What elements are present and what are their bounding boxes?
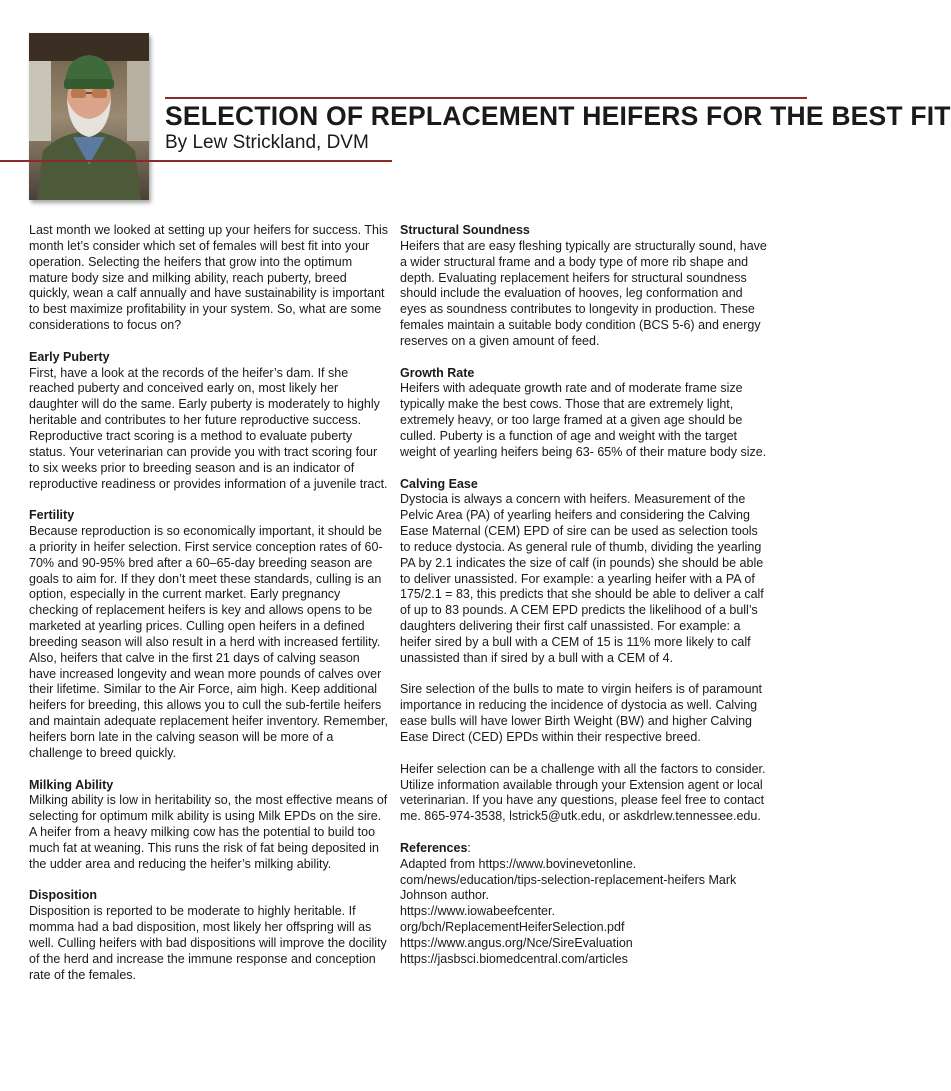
title-top-rule [165, 97, 807, 99]
section-heading: Calving Ease [400, 476, 478, 491]
section-body: Milking ability is low in heritability so, the most effective means of selecting for optimum milk ability is using Milk EPDs on the sire. A heifer from a heavy milking cow has the potential to build too much fat at weaning. This runs the risk of fat being deposited in the udder area and reducing the heifer’s milking ability. [29, 793, 388, 871]
section-body: First, have a look at the records of the heifer’s dam. If she reached puberty and conceived early on, most likely her daughter will do the same. Early puberty is moderately to highly heritable and contributes to her future reproductive success. Reproductive tract scoring is a method to evaluate puberty status. Your veterinarian can provide you with tract scoring four to six weeks prior to breeding season and is an indicator of reproductive readiness or provides information of a juvenile tract. [29, 365, 388, 491]
section-heading: Structural Soundness [400, 223, 530, 237]
reference-line: Adapted from https://www.bovinevetonline. [400, 856, 637, 871]
section-growth-rate [400, 366, 768, 461]
section-heading: Early Puberty [29, 349, 110, 364]
reference-line: https://jasbsci.biomedcentral.com/articles [400, 951, 628, 966]
intro-paragraph: Last month we looked at setting up your heifers for success. This month let’s consider which set of females will best fit into your operation. Selecting the heifers that grow into the optimum mature body size and milking ability, reach puberty, breed quickly, wean a calf annually and have sustainability is important to best maximize profitability in your system. So, what are some considerations to focus on? [29, 223, 388, 333]
section-heading: Fertility [29, 508, 75, 523]
section-body: Heifers that are easy fleshing typically are structurally sound, have a wider structural frame and a body type of more rib shape and depth. Evaluating replacement heifers for structural soundness should include the evaluation of hooves, leg conformation and eyes as soundness contributes to longevity in production. These females maintain a suitable body condition (BCS 5-6) and energy reserves on a given amount of feed. [400, 238, 767, 348]
section-calving-ease [400, 477, 768, 667]
section-early-puberty [29, 350, 389, 493]
section-fertility [29, 508, 389, 762]
closing-paragraph: Heifer selection can be a challenge with all the factors to consider. Utilize information available through your Extension agent or local veterinarian. If you have any questions, please feel free to contact me. 865-974-3538, lstrick5@utk.edu, or askdrlew.tennessee.edu. [400, 761, 766, 824]
section-body: Disposition is reported to be moderate to highly heritable. If momma had a bad disposition, most likely her offspring will as well. Culling heifers with bad dispositions will improve the docility of the herd and increase the immune response and conception rate of the females. [29, 904, 387, 982]
section-heading: Disposition [29, 888, 98, 903]
author-photo [29, 33, 149, 200]
section-heading: Growth Rate [400, 365, 475, 380]
section-disposition [29, 888, 389, 983]
reference-line: https://www.angus.org/Nce/SireEvaluation [400, 935, 633, 950]
sire-selection-paragraph: Sire selection of the bulls to mate to virgin heifers is of paramount importance in reducing the incidence of dystocia as well. Calving ease bulls will have lower Birth Weight (BW) and higher Calving Ease Direct (CED) EPDs within their respective breed. [400, 682, 762, 744]
right-column [400, 223, 768, 968]
section-body: Because reproduction is so economically important, it should be a priority in heifer selection. First service conception rates of 60-70% and 90-95% bred after a 60–65-day breeding season are goals to aim for. If they don’t meet these standards, culling is an option, especially in the current market. Early pregnancy checking of replacement heifers is key and allows opens to be marketed at yearling prices. Culling open heifers in a defined breeding season will also result in a herd with increased fertility. Also, heifers that calve in the first 21 days of calving season have increased longevity and wean more pounds of calves over their lifetime. Similar to the Air Force, aim high. Keep additional heifers for breeding, this allows you to cull the sub-fertile heifers and maintain adequate replacement heifer inventory. Remember, heifers born late in the calving season will be more of a challenge to breed quickly. [29, 524, 389, 760]
section-heading: Milking Ability [29, 777, 114, 792]
section-milking-ability [29, 778, 389, 873]
section-body: Heifers with adequate growth rate and of moderate frame size typically make the best cows. Those that are extremely light, extremely heavy, or too large framed at a given age should be culled. Puberty is a function of age and weight with the target weight of yearling heifers being 63- 65% of their mature body size. [400, 381, 767, 459]
author-portrait-illustration [29, 33, 149, 200]
section-structural-soundness [400, 223, 768, 350]
references-heading: References: [400, 840, 471, 855]
reference-line: org/bch/ReplacementHeiferSelection.pdf [400, 920, 625, 935]
left-column [29, 223, 389, 999]
reference-line: com/news/education/tips-selection-replacement-heifers Mark Johnson author. [400, 872, 737, 903]
author-byline: By Lew Strickland, DVM [165, 132, 369, 153]
section-body: Dystocia is always a concern with heifers. Measurement of the Pelvic Area (PA) of yearling heifers and considering the Calving Ease Maternal (CEM) EPD of sire can be used as selection tools to reduce dystocia. As general rule of thumb, dividing the yearling PA by 2.1 indicates the size of calf (in pounds) she should be able to deliver unassisted. For example: a yearling heifer with a PA of 175/2.1 = 83, this predicts that she should be able to deliver a calf of up to 83 pounds. A CEM EPD predicts the likelihood of a bull’s daughters delivering their first calf unassisted. For example: a heifer sired by a bull with a CEM of 15 is 11% more likely to calf unassisted than if sired by a bull with a CEM of 4. [400, 492, 764, 665]
byline-bottom-rule [0, 160, 392, 162]
page-title: SELECTION OF REPLACEMENT HEIFERS FOR THE BEST FIT [165, 101, 951, 131]
references [400, 841, 768, 968]
reference-line: https://www.iowabeefcenter. [400, 904, 555, 919]
